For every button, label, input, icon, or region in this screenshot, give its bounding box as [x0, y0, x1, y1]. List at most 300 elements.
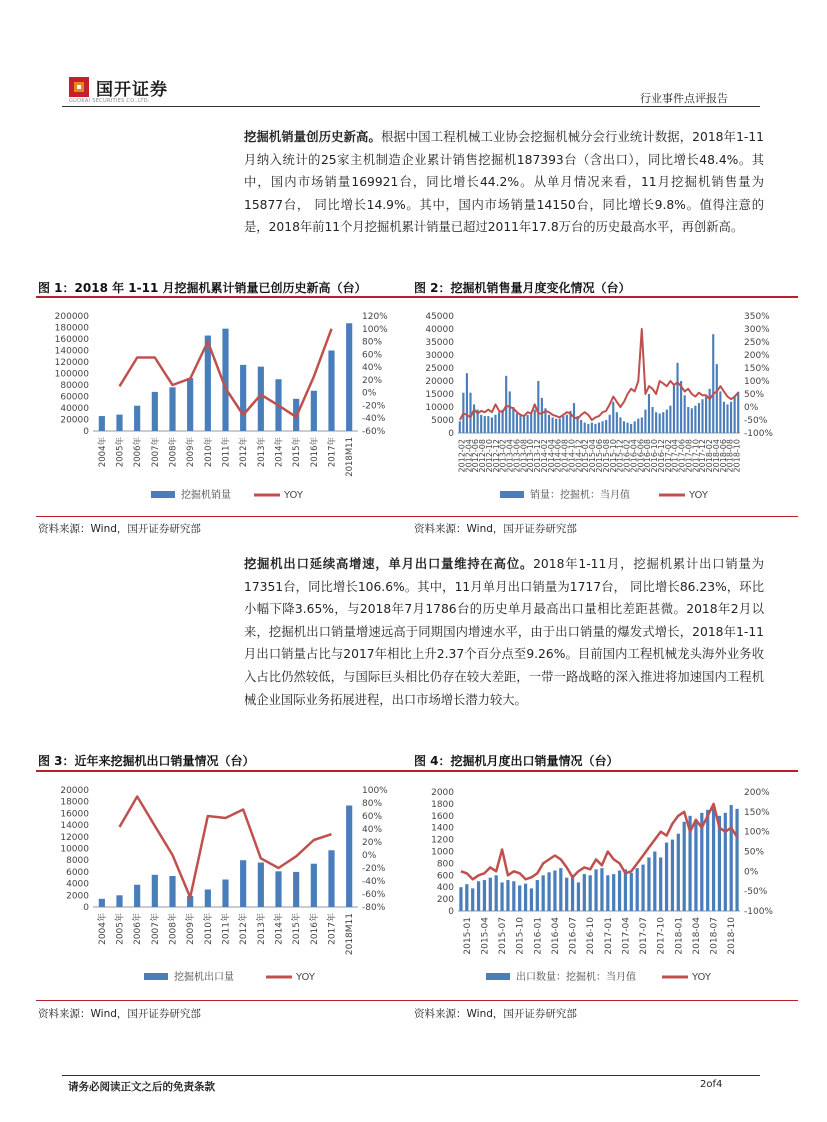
bar [562, 416, 564, 433]
y-left-tick-label: 40000 [425, 325, 454, 335]
bar [495, 875, 498, 911]
bar [559, 419, 561, 433]
y-right-tick-label: 50% [744, 390, 765, 400]
y-left-tick-label: 120000 [54, 358, 89, 368]
bar [606, 875, 609, 911]
bar [500, 882, 503, 911]
bar [548, 415, 550, 433]
bar [737, 392, 739, 433]
y-right-tick-label: 0% [362, 851, 377, 861]
bar [636, 868, 639, 911]
bar [601, 421, 603, 433]
bar [630, 873, 633, 911]
x-tick-label: 2017年 [327, 437, 338, 468]
y-right-tick-label: 20% [362, 838, 383, 848]
x-tick-label: 2018-02 [705, 439, 715, 473]
bar [712, 805, 715, 911]
y-right-tick-label: -50% [744, 416, 768, 426]
bar [709, 389, 711, 433]
x-tick-label: 2012-04 [464, 439, 474, 473]
chart-fig4 [414, 776, 798, 994]
x-tick-label: 2009年 [186, 437, 197, 468]
bar [547, 872, 550, 911]
y-left-tick-label: 0 [83, 427, 89, 437]
y-right-tick-label: 40% [362, 363, 383, 374]
x-tick-label: 2015-01 [462, 917, 473, 955]
figure-4-title: 图 4：挖掘机月度出口销量情况（台） [414, 754, 619, 768]
y-left-tick-label: 20000 [425, 377, 454, 387]
bar [694, 406, 696, 433]
bar [716, 364, 718, 433]
x-tick-label: 2015-04 [588, 439, 598, 473]
y-left-tick-label: 16000 [60, 809, 89, 820]
bar [311, 391, 317, 431]
bar [328, 850, 334, 907]
bar [346, 805, 352, 907]
bar [730, 805, 733, 911]
y-left-tick-label: 0 [448, 429, 454, 439]
bar [641, 417, 643, 433]
bar [719, 391, 721, 433]
x-tick-label: 2014-02 [539, 439, 549, 473]
y-right-tick-label: -40% [362, 414, 386, 425]
legend-line-label: YOY [296, 972, 315, 983]
y-left-tick-label: 400 [436, 883, 454, 894]
y-left-tick-label: 800 [436, 859, 454, 870]
y-right-tick-label: 100% [362, 786, 388, 796]
bar [293, 872, 299, 907]
x-tick-label: 2015-12 [615, 439, 625, 473]
x-tick-label: 2006年 [133, 437, 144, 468]
bar [598, 423, 600, 433]
x-tick-label: 2014-08 [560, 439, 570, 473]
bar [459, 421, 461, 433]
legend-bar-swatch [144, 973, 168, 980]
bar [491, 417, 493, 433]
x-tick-label: 2014年 [274, 437, 285, 468]
y-right-tick-label: -60% [362, 890, 386, 900]
bar [559, 868, 562, 911]
bar [571, 875, 574, 911]
bar [512, 407, 514, 433]
x-tick-label: 2018-08 [725, 439, 735, 473]
y-left-tick-label: 140000 [54, 346, 89, 357]
x-tick-label: 2014-06 [553, 439, 563, 473]
legend-line-label: YOY [689, 490, 708, 501]
paragraph-1-body: 根据中国工程机械工业协会挖掘机械分会行业统计数据，2018年1-11月纳入统计的25家主机制造企业累计销售挖掘机187393台（含出口），同比增长48.4%。其中，国内市场销量169921台，同比增长44.2%。从单月情况来看，11月挖掘机销售量为15877台， 同比增长14.9%。其中，国内市场销量14150台，同比增长9.8%。值得注意的是，2018年前11个月挖掘机累计销量已超过2011年17.8万台的历史最高水平，再创新高。 [244, 130, 764, 235]
x-tick-label: 2013年 [256, 913, 267, 945]
x-tick-label: 2018-04 [711, 439, 721, 473]
bar [328, 351, 334, 432]
x-tick-label: 2012-10 [484, 439, 494, 473]
x-tick-label: 2007年 [150, 437, 161, 468]
x-tick-label: 2012-12 [491, 439, 501, 473]
bar [594, 869, 597, 911]
logo-text: 国开证券 [96, 80, 168, 100]
y-left-tick-label: 14000 [60, 821, 89, 832]
x-tick-label: 2005年 [115, 913, 126, 945]
bar [589, 875, 592, 911]
x-tick-label: 2015年 [292, 913, 303, 945]
bar [619, 417, 621, 433]
x-tick-label: 2017-06 [677, 439, 687, 473]
bar [346, 323, 352, 431]
bar [536, 880, 539, 911]
y-left-tick-label: 10000 [425, 403, 454, 413]
y-left-tick-label: 25000 [425, 364, 454, 374]
y-left-tick-label: 0 [83, 903, 89, 913]
y-right-tick-label: 0% [744, 867, 759, 878]
y-right-tick-label: 60% [362, 812, 383, 822]
bar [518, 885, 521, 911]
bar [187, 378, 193, 431]
x-tick-label: 2015-07 [498, 917, 509, 955]
y-right-tick-label: 100% [362, 324, 388, 335]
bar [555, 419, 557, 433]
bar [530, 888, 533, 911]
bar [483, 880, 486, 911]
x-tick-label: 2013年 [256, 437, 267, 468]
y-left-tick-label: 18000 [60, 797, 89, 808]
bar [647, 857, 650, 911]
figure-3-source: 资料来源：Wind，国开证券研究部 [38, 1008, 201, 1020]
x-tick-label: 2013-04 [505, 439, 515, 473]
bar [584, 423, 586, 433]
bar [665, 843, 668, 911]
footer-divider [62, 1075, 760, 1076]
logo-subtitle: GUOKAI SECURITIES CO.,LTD. [69, 98, 150, 104]
x-tick-label: 2014-04 [546, 439, 556, 473]
y-left-tick-label: 15000 [425, 390, 454, 400]
x-tick-label: 2004年 [97, 437, 108, 468]
paragraph-2-lead: 挖掘机出口延续高增速，单月出口量维持在高位。 [244, 557, 534, 571]
bar [484, 416, 486, 433]
bar [609, 415, 611, 433]
x-tick-label: 2014-10 [567, 439, 577, 473]
y-left-tick-label: 1000 [431, 847, 454, 858]
x-tick-label: 2015-02 [581, 439, 591, 473]
x-tick-label: 2018M11 [345, 437, 356, 477]
x-tick-label: 2018-06 [718, 439, 728, 473]
bar [523, 416, 525, 433]
legend-bar-label: 挖掘机出口量 [174, 972, 234, 983]
x-tick-label: 2008年 [168, 437, 179, 468]
x-tick-label: 2008年 [168, 913, 179, 945]
y-left-tick-label: 1400 [431, 823, 454, 834]
x-tick-label: 2017-10 [656, 917, 667, 955]
x-tick-label: 2016年 [309, 437, 320, 468]
x-tick-label: 2018-10 [727, 917, 738, 955]
figure-1-title: 图 1：2018 年 1-11 月挖掘机累计销量已创历史新高（台） [38, 281, 367, 295]
x-tick-label: 2012年 [239, 913, 250, 945]
bar [489, 878, 492, 911]
y-right-tick-label: 0% [362, 388, 377, 399]
x-tick-label: 2015-10 [515, 917, 526, 955]
bar [116, 895, 122, 907]
bar [524, 884, 527, 911]
y-left-tick-label: 20000 [60, 786, 89, 796]
bar [311, 864, 317, 907]
bar [471, 888, 474, 911]
bar [537, 381, 539, 433]
y-left-tick-label: 100000 [54, 369, 89, 380]
x-tick-label: 2017-04 [621, 917, 632, 955]
x-tick-label: 2017-08 [684, 439, 694, 473]
bar [459, 887, 462, 911]
bar [618, 871, 621, 911]
y-left-tick-label: 10000 [60, 844, 89, 855]
bar [487, 416, 489, 433]
x-tick-label: 2006年 [133, 913, 144, 945]
x-tick-label: 2016-04 [629, 439, 639, 473]
x-tick-label: 2017-07 [639, 917, 650, 955]
y-right-tick-label: -20% [362, 864, 386, 874]
figure-row-1-top-rule [36, 296, 798, 298]
x-tick-label: 2010年 [203, 913, 214, 945]
figure-2-source: 资料来源：Wind，国开证券研究部 [414, 523, 577, 535]
bar [498, 412, 500, 433]
x-tick-label: 2014-12 [574, 439, 584, 473]
y-right-tick-label: -100% [744, 429, 773, 439]
bar [222, 880, 228, 907]
bar [587, 424, 589, 433]
figure-3-title: 图 3：近年来挖掘机出口销量情况（台） [38, 754, 255, 768]
bar [134, 885, 140, 907]
bar [594, 424, 596, 433]
x-tick-label: 2018-01 [674, 917, 685, 955]
x-tick-label: 2005年 [115, 437, 126, 468]
figure-row-2-top-rule [36, 770, 798, 772]
y-left-tick-label: 12000 [60, 832, 89, 843]
bar [712, 334, 714, 433]
legend-bar-label: 出口数量：挖掘机：当月值 [516, 972, 636, 983]
bar [694, 822, 697, 911]
x-tick-label: 2016-12 [656, 439, 666, 473]
bar [552, 417, 554, 433]
y-right-tick-label: 300% [744, 325, 770, 335]
y-left-tick-label: 1800 [431, 799, 454, 810]
chart-fig2 [414, 300, 798, 510]
legend-bar-label: 挖掘机销量 [181, 490, 231, 501]
y-right-tick-label: 50% [744, 847, 765, 858]
paragraph-1 [244, 126, 764, 239]
x-tick-label: 2018-07 [709, 917, 720, 955]
x-tick-label: 2015-10 [608, 439, 618, 473]
figure-row-2-bottom-rule [36, 1000, 798, 1001]
bar [534, 410, 536, 433]
bar [673, 384, 675, 433]
y-left-tick-label: 1200 [431, 835, 454, 846]
bar [648, 394, 650, 433]
legend-bar-label: 销量：挖掘机：当月值 [530, 490, 630, 501]
x-tick-label: 2010年 [203, 437, 214, 468]
y-right-tick-label: 350% [744, 312, 770, 322]
bar [612, 402, 614, 433]
x-tick-label: 2013-06 [512, 439, 522, 473]
x-tick-label: 2004年 [97, 913, 108, 945]
y-left-tick-label: 35000 [425, 338, 454, 348]
x-tick-label: 2013-10 [526, 439, 536, 473]
x-tick-label: 2018M11 [345, 913, 356, 956]
paragraph-2-body: 2018年1-11月，挖掘机累计出口销量为17351台，同比增长106.6%。其中，11月单月出口销量为1717台， 同比增长86.23%，环比小幅下降3.65%，与2018年7月1786台的历史单月最高出口量相比差距甚微。2018年2月以来，挖掘机出口销量增速远高于同期国内增速水平，由于出口销量的爆发式增长，2018年1-11月出口销量占比与2017年相比上升2.37个百分点至9.26%。目前国内工程机械龙头海外业务收入占比仍然较低，与国际巨头相比仍存在较大差距，一带一路战略的深入推进将加速国内工程机械企业国际业务拓展进程，出口市场增长潜力较大。 [244, 557, 764, 707]
bar [612, 874, 615, 911]
y-right-tick-label: 0% [744, 403, 759, 413]
y-right-tick-label: 40% [362, 825, 383, 835]
x-tick-label: 2013-12 [533, 439, 543, 473]
bar [258, 863, 264, 907]
report-type: 行业事件点评报告 [640, 92, 728, 105]
bar [565, 878, 568, 911]
bar [641, 865, 644, 911]
bar [152, 392, 158, 431]
y-right-tick-label: 60% [362, 350, 383, 361]
x-tick-label: 2018-10 [732, 439, 742, 473]
bar [653, 852, 656, 912]
bar [205, 889, 211, 907]
bar [726, 404, 728, 433]
y-left-tick-label: 200 [436, 895, 454, 906]
bar [240, 365, 246, 431]
y-right-tick-label: -100% [744, 907, 773, 917]
bar [580, 420, 582, 433]
y-left-tick-label: 4000 [66, 879, 89, 890]
bar [705, 397, 707, 433]
y-left-tick-label: 2000 [431, 788, 454, 798]
bar [466, 373, 468, 433]
x-tick-label: 2017-04 [670, 439, 680, 473]
bar [651, 407, 653, 433]
y-left-tick-label: 180000 [54, 323, 89, 334]
bar [541, 398, 543, 433]
x-tick-label: 2016-04 [550, 917, 561, 955]
bar [99, 416, 105, 431]
y-right-tick-label: 200% [744, 351, 770, 361]
bar [530, 412, 532, 433]
bar [677, 834, 680, 911]
y-right-tick-label: 20% [362, 375, 383, 386]
bar [469, 393, 471, 433]
y-left-tick-label: 20000 [60, 415, 89, 426]
bar [527, 415, 529, 433]
bar [116, 415, 122, 431]
bar [637, 419, 639, 433]
bar [152, 875, 158, 907]
bar [616, 412, 618, 433]
x-tick-label: 2017-02 [663, 439, 673, 473]
x-tick-label: 2018-04 [691, 917, 702, 955]
figure-4-source: 资料来源：Wind，国开证券研究部 [414, 1008, 577, 1020]
bar [506, 880, 509, 911]
x-tick-label: 2016-10 [650, 439, 660, 473]
x-tick-label: 2016年 [309, 913, 320, 945]
y-left-tick-label: 0 [448, 907, 454, 917]
x-tick-label: 2017-01 [603, 917, 614, 955]
x-tick-label: 2015-08 [601, 439, 611, 473]
y-right-tick-label: 100% [744, 827, 770, 838]
paragraph-1-lead: 挖掘机销量创历史新高。 [244, 130, 381, 144]
bar [724, 813, 727, 911]
y-right-tick-label: -60% [362, 427, 386, 437]
bar [734, 397, 736, 433]
chart-fig3 [36, 776, 396, 994]
x-tick-label: 2017年 [327, 913, 338, 945]
y-right-tick-label: 200% [744, 788, 770, 798]
bar [494, 415, 496, 433]
y-left-tick-label: 80000 [60, 381, 89, 391]
y-right-tick-label: 100% [744, 377, 770, 387]
bar [659, 414, 661, 434]
bar [644, 410, 646, 433]
x-tick-label: 2015年 [292, 437, 303, 468]
bar [134, 406, 140, 431]
bar [275, 871, 281, 907]
bar [662, 412, 664, 433]
legend-bar-swatch [500, 491, 524, 498]
y-right-tick-label: 120% [362, 312, 388, 322]
y-right-tick-label: -20% [362, 401, 386, 412]
bar [516, 414, 518, 434]
bar [583, 874, 586, 911]
bar [718, 816, 721, 911]
bar [519, 415, 521, 433]
y-right-tick-label: -40% [362, 877, 386, 887]
bar [477, 881, 480, 911]
y-right-tick-label: 250% [744, 338, 770, 348]
x-tick-label: 2007年 [150, 913, 161, 945]
bar [624, 869, 627, 911]
x-tick-label: 2014年 [274, 913, 285, 945]
y-left-tick-label: 8000 [66, 856, 89, 867]
y-right-tick-label: 80% [362, 799, 383, 809]
figure-1-source: 资料来源：Wind，国开证券研究部 [38, 523, 201, 535]
footer-disclaimer: 请务必阅读正文之后的免责条款 [68, 1081, 215, 1093]
bar [169, 387, 175, 431]
page-number: 2of4 [700, 1079, 723, 1090]
legend-line-label: YOY [284, 490, 303, 501]
y-left-tick-label: 1600 [431, 811, 454, 822]
bar [553, 871, 556, 911]
y-right-tick-label: -50% [744, 887, 768, 898]
bar [676, 363, 678, 433]
bar [99, 899, 105, 907]
bar [240, 860, 246, 907]
x-tick-label: 2011年 [221, 437, 232, 468]
y-right-tick-label: 150% [744, 807, 770, 818]
y-left-tick-label: 2000 [66, 891, 89, 902]
y-left-tick-label: 6000 [66, 867, 89, 878]
bar [630, 424, 632, 433]
legend-line-label: YOY [692, 972, 711, 983]
bar [683, 822, 686, 911]
bar [509, 391, 511, 433]
y-left-tick-label: 60000 [60, 392, 89, 403]
bar [723, 402, 725, 433]
bar [634, 421, 636, 433]
bar [605, 420, 607, 433]
figure-row-1-bottom-rule [36, 516, 798, 517]
bar [730, 402, 732, 433]
bar [600, 868, 603, 911]
bar [465, 884, 468, 911]
bar [659, 857, 662, 911]
bar [623, 421, 625, 433]
x-tick-label: 2016-06 [636, 439, 646, 473]
x-tick-label: 2016-10 [586, 917, 597, 955]
x-tick-label: 2011年 [221, 913, 232, 945]
x-tick-label: 2012-02 [457, 439, 467, 473]
bar [706, 810, 709, 911]
bar [542, 875, 545, 911]
